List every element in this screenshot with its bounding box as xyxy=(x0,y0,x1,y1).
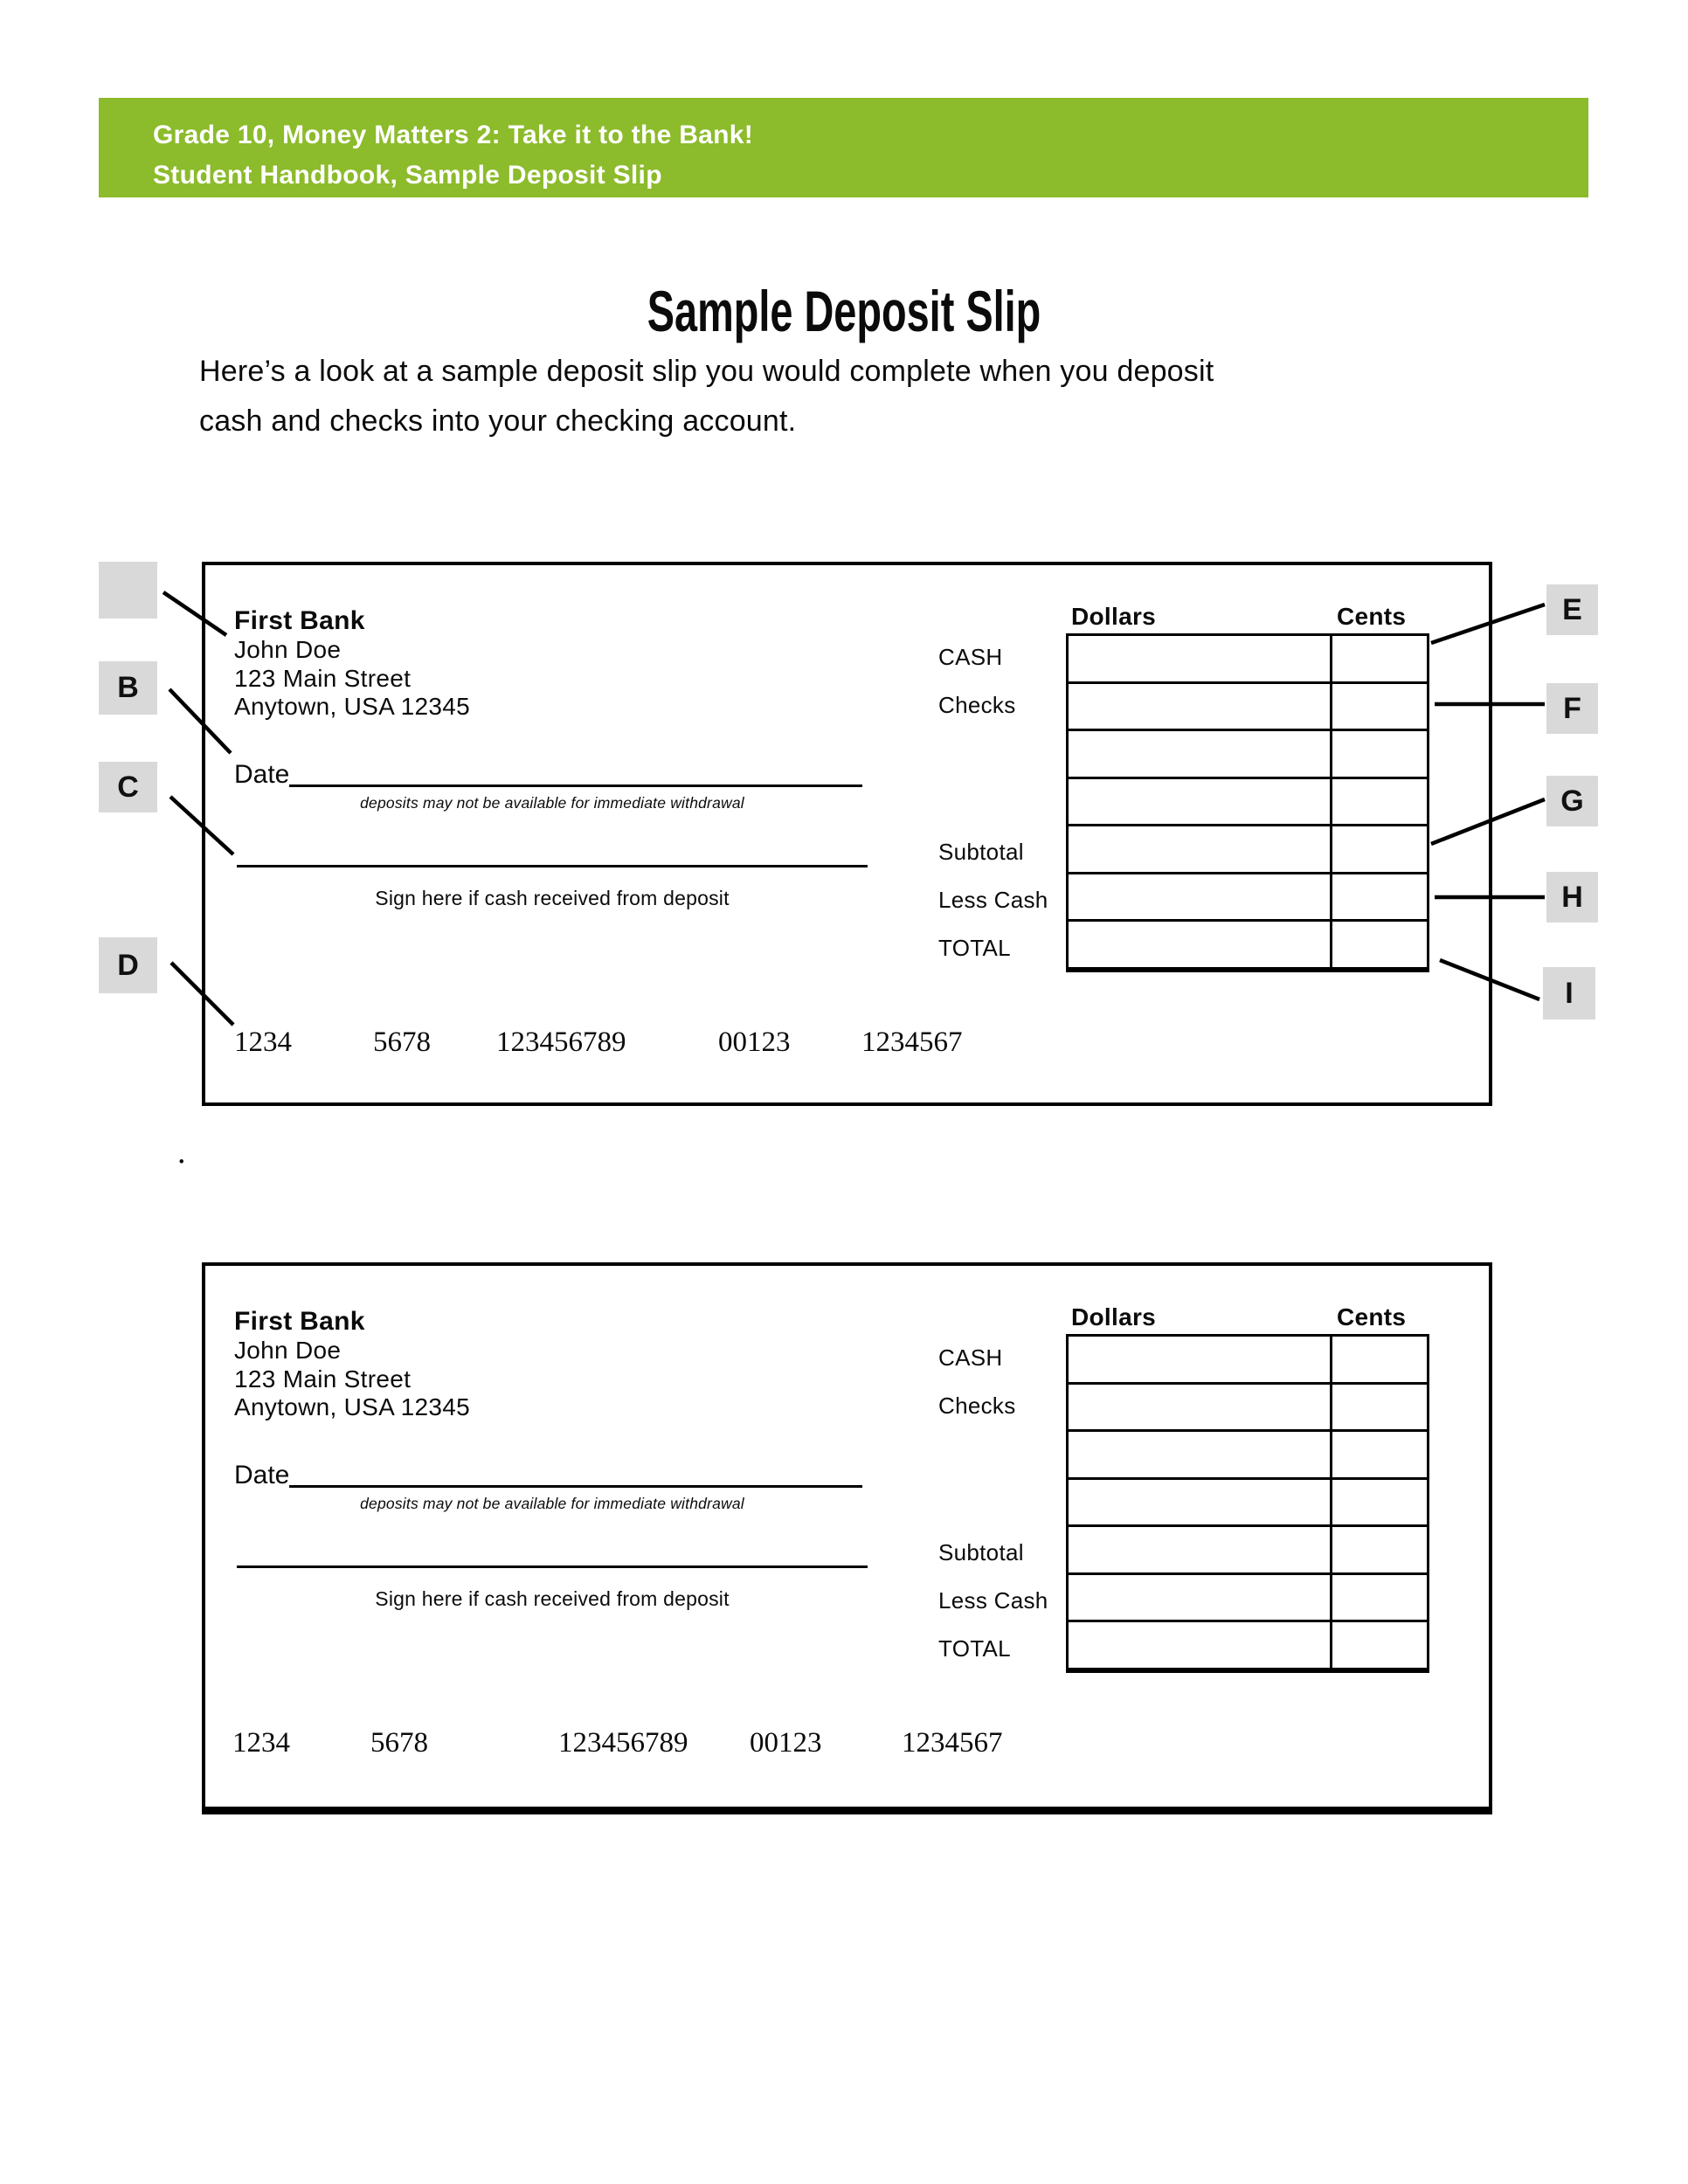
row-label-checks: Checks xyxy=(938,1393,1016,1419)
date-blank-line xyxy=(289,784,862,787)
row-label-less-cash: Less Cash xyxy=(938,1587,1048,1614)
intro-paragraph xyxy=(199,347,1440,446)
row-label-cash: CASH xyxy=(938,644,1003,670)
row-label-checks: Checks xyxy=(938,692,1016,718)
callout-box-h xyxy=(1546,872,1598,923)
row-label-subtotal: Subtotal xyxy=(938,839,1024,865)
table-row xyxy=(1069,874,1427,923)
callout-letter: B xyxy=(117,671,139,704)
dollars-column-header: Dollars xyxy=(1071,1303,1157,1330)
callout-letter: D xyxy=(117,948,139,982)
depositor-city: Anytown, USA 12345 xyxy=(234,1393,471,1420)
bank-name: First Bank xyxy=(234,1307,365,1336)
date-label: Date xyxy=(234,1461,290,1489)
micr-number: 5678 xyxy=(370,1727,428,1759)
micr-number: 00123 xyxy=(750,1727,822,1759)
row-label-cash: CASH xyxy=(938,1344,1003,1371)
callout-box-a xyxy=(99,562,157,619)
cents-column-header: Cents xyxy=(1337,603,1407,630)
header-line-2: Student Handbook, Sample Deposit Slip xyxy=(153,161,662,190)
callout-box-g xyxy=(1546,776,1598,826)
page-title: Sample Deposit Slip xyxy=(647,279,1041,343)
callout-box-i xyxy=(1543,967,1595,1019)
header-line-1: Grade 10, Money Matters 2: Take it to the Bank! xyxy=(153,121,754,149)
intro-line-1: Here’s a look at a sample deposit slip you would complete when you deposit xyxy=(199,355,1214,388)
bank-name: First Bank xyxy=(234,606,365,635)
date-row xyxy=(234,760,862,790)
table-row xyxy=(1069,1385,1427,1433)
withdrawal-note: deposits may not be available for immediate withdrawal xyxy=(360,794,744,812)
dollars-column-header: Dollars xyxy=(1071,603,1157,630)
stray-period: . xyxy=(177,1134,186,1171)
signature-note: Sign here if cash received from deposit xyxy=(375,887,730,909)
callout-letter: H xyxy=(1561,880,1583,914)
micr-number: 123456789 xyxy=(558,1727,688,1759)
intro-line-2: cash and checks into your checking account. xyxy=(199,404,797,438)
bank-info-block xyxy=(234,1306,470,1422)
dollars-cents-divider xyxy=(1330,1337,1332,1670)
callout-box-b xyxy=(99,661,157,715)
table-row xyxy=(1069,1575,1427,1623)
amount-table xyxy=(1066,1334,1429,1673)
table-row xyxy=(1069,684,1427,732)
bank-info-block xyxy=(234,605,470,722)
callout-letter: C xyxy=(117,770,139,804)
micr-number: 1234 xyxy=(232,1727,290,1759)
callout-box-f xyxy=(1546,683,1598,734)
callout-letter: E xyxy=(1562,592,1582,626)
callout-letter: I xyxy=(1565,976,1574,1010)
withdrawal-note: deposits may not be available for immediate withdrawal xyxy=(360,1495,744,1512)
callout-box-d xyxy=(99,937,157,993)
micr-number: 1234567 xyxy=(861,1026,963,1058)
table-row xyxy=(1069,1337,1427,1385)
header-banner xyxy=(99,98,1588,197)
depositor-name: John Doe xyxy=(234,1337,342,1364)
micr-numbers xyxy=(205,1727,1489,1762)
date-row xyxy=(234,1461,862,1490)
row-label-total: TOTAL xyxy=(938,935,1011,961)
table-row xyxy=(1069,1432,1427,1480)
table-row xyxy=(1069,1527,1427,1575)
deposit-slip-annotated xyxy=(202,562,1492,1106)
micr-number: 5678 xyxy=(373,1026,431,1058)
table-row xyxy=(1069,779,1427,827)
signature-note: Sign here if cash received from deposit xyxy=(375,1587,730,1610)
callout-letter: G xyxy=(1560,784,1584,818)
row-label-subtotal: Subtotal xyxy=(938,1539,1024,1565)
micr-numbers xyxy=(205,1026,1489,1061)
amount-table xyxy=(1066,633,1429,972)
table-row xyxy=(1069,1622,1427,1670)
table-row xyxy=(1069,731,1427,779)
deposit-slip-blank xyxy=(202,1262,1492,1814)
cents-column-header: Cents xyxy=(1337,1303,1407,1330)
date-label: Date xyxy=(234,760,290,789)
callout-letter: F xyxy=(1563,691,1581,725)
row-label-less-cash: Less Cash xyxy=(938,887,1048,913)
table-row xyxy=(1069,826,1427,874)
depositor-street: 123 Main Street xyxy=(234,664,412,692)
dollars-cents-divider xyxy=(1330,636,1332,970)
depositor-name: John Doe xyxy=(234,636,342,663)
callout-box-e xyxy=(1546,584,1598,635)
micr-number: 123456789 xyxy=(496,1026,626,1058)
row-label-total: TOTAL xyxy=(938,1635,1011,1662)
depositor-street: 123 Main Street xyxy=(234,1365,412,1393)
depositor-city: Anytown, USA 12345 xyxy=(234,693,471,720)
callout-box-c xyxy=(99,762,157,812)
date-blank-line xyxy=(289,1484,862,1488)
table-row xyxy=(1069,1480,1427,1528)
micr-number: 1234567 xyxy=(902,1727,1003,1759)
micr-number: 00123 xyxy=(718,1026,791,1058)
signature-line xyxy=(237,1565,868,1568)
table-row xyxy=(1069,636,1427,684)
micr-number: 1234 xyxy=(234,1026,292,1058)
table-row xyxy=(1069,922,1427,970)
signature-line xyxy=(237,865,868,867)
